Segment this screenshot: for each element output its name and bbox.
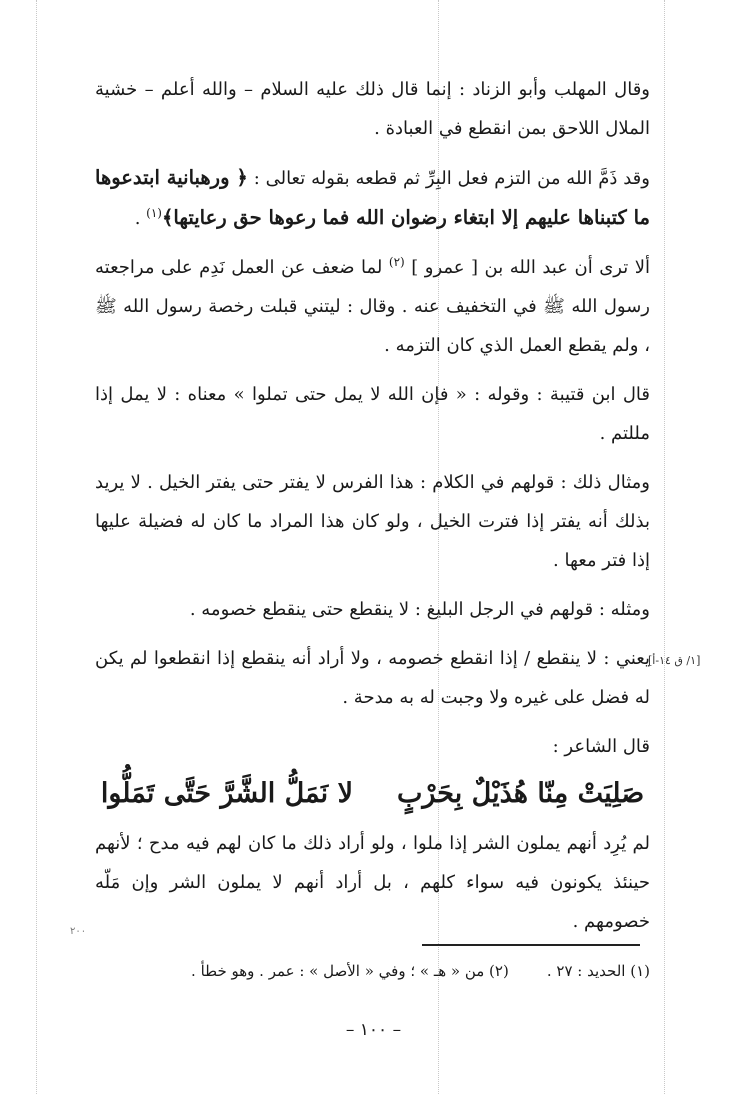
poem-hemistich: صَلِيَتْ مِنّا هُذَيْلٌ بِحَرْبٍ	[396, 778, 645, 809]
quran-verse: ﴿ ورهبانية ابتدعوها ما كتبناها عليهم إلا ابتغاء رضوان الله فما رعوها حق رعايتها﴾	[95, 166, 650, 229]
paragraph-text: ومثال ذلك : قولهم في الكلام : هذا الفرس لا يفتر حتى يفتر الخيل . لا يريد بذلك أنه يفتر إذا فترت الخيل ، ولو كان هذا المراد ما كان له فضيلة عليها إذا فتر معها .	[95, 472, 650, 571]
paragraph-text: وقال المهلب وأبو الزناد : إنما قال ذلك عليه السلام – والله أعلم – خشية الملال اللاحق بمن انقطع في العبادة .	[95, 79, 650, 139]
paragraph-text: ومثله : قولهم في الرجل البليغ : لا ينقطع حتى ينقطع خصومه .	[189, 599, 650, 620]
main-text	[95, 70, 650, 941]
paragraph-text: يعني : لا ينقطع / إذا انقطع خصومه ، ولا أراد أنه ينقطع إذا انقطعوا لم يكن له فضل على غيره ولا وجبت له به مدحة .	[95, 648, 650, 708]
poem-hemistich: لا نَمَلُّ الشَّرَّ حَتَّى تَمَلُّوا	[100, 778, 353, 809]
footnotes	[95, 958, 650, 984]
paragraph	[95, 248, 650, 365]
footnote: (١) الحديد : ٢٧ .	[546, 962, 650, 980]
paragraph-text: قال ابن قتيبة : وقوله : « فإن الله لا يمل حتى تملوا » معناه : لا يمل إذا مللتم .	[95, 384, 650, 444]
paragraph	[95, 375, 650, 453]
footnote: (٢) من « هـ » ؛ وفي « الأصل » : عمر . وهو خطأ .	[191, 962, 509, 980]
manuscript-folio-marker: [١/ ق ١٤-أ]	[648, 654, 701, 667]
paragraph-text: ألا ترى أن عبد الله بن [ عمرو ]	[404, 257, 650, 278]
scan-dotted-line	[664, 0, 665, 1094]
paragraph	[95, 70, 650, 148]
paragraph-text: وقد ذَمَّ الله من التزم فعل البِرِّ ثم قطعه بقوله تعالى :	[253, 168, 650, 189]
paragraph-text: قال الشاعر :	[552, 736, 650, 757]
poem-verse	[95, 768, 650, 820]
page-number: – ١٠٠ –	[345, 1020, 402, 1040]
paragraph	[95, 639, 650, 717]
scan-dotted-line	[36, 0, 37, 1094]
paragraph	[95, 463, 650, 580]
edge-mark: ٢٠٠	[70, 926, 87, 937]
paragraph-quran-citation	[95, 158, 650, 238]
paragraph	[95, 727, 650, 766]
footnote-marker: (٢)	[388, 255, 405, 269]
footnote-marker: (١)	[146, 206, 162, 220]
paragraph-text: لما ضعف عن العمل نَدِم على مراجعته رسول الله ﷺ في التخفيف عنه . وقال : ليتني قبلت رخصة رسول الله ﷺ ، ولم يقطع العمل الذي كان التزمه .	[95, 257, 650, 356]
paragraph	[95, 590, 650, 629]
paragraph	[95, 824, 650, 941]
paragraph-text: لم يُرِد أنهم يملون الشر إذا ملوا ، ولو أراد ذلك ما كان لهم فيه مدح ؛ لأنهم حينئذ يكونون فيه سواء كلهم ، بل أراد أنهم لا يملون الشر وإن مَلّه خصومهم .	[95, 833, 650, 932]
footnote-divider	[422, 944, 640, 946]
paragraph-text: .	[134, 208, 147, 229]
